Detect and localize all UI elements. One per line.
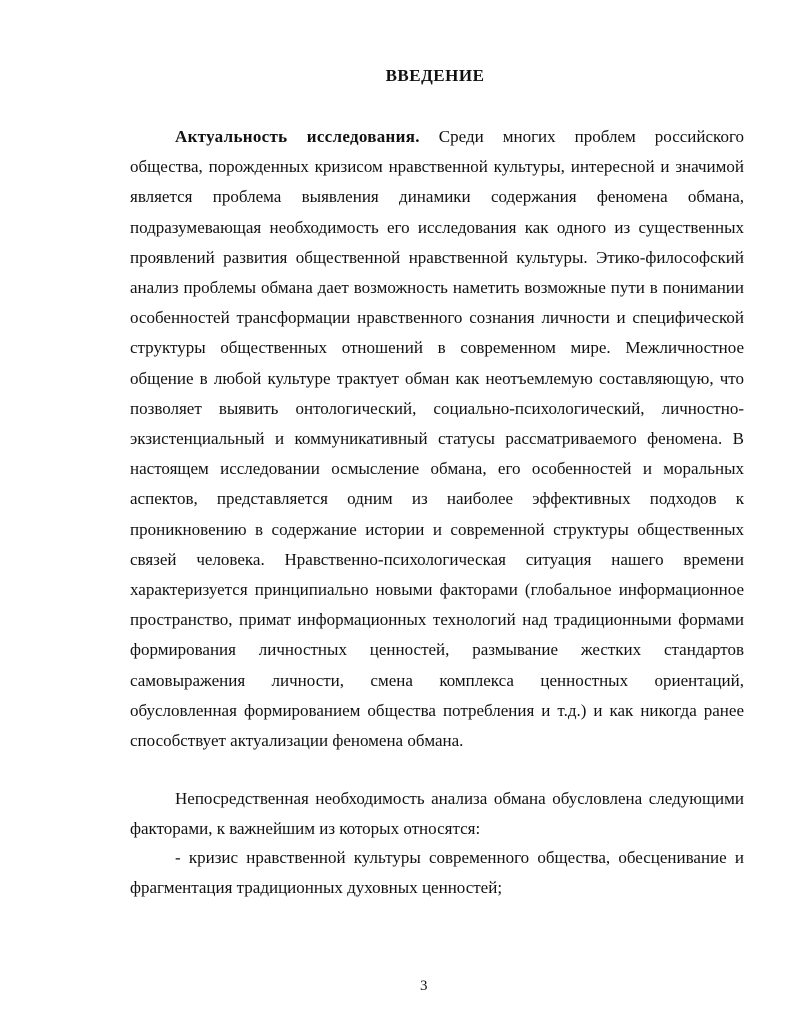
page-title: ВВЕДЕНИЕ	[385, 66, 485, 85]
paragraph-necessity	[130, 784, 744, 844]
paragraph-relevance	[130, 122, 744, 756]
page-number: 3	[420, 978, 428, 994]
paragraph-lead: Актуальность исследования.	[175, 127, 420, 146]
list-item-text: - кризис нравственной культуры современного общества, обесценивание и фрагментация традиционных духовных ценностей;	[130, 848, 744, 898]
paragraph-body: Среди многих проблем российского общества, порожденных кризисом нравственной культуры, интересной и значимой является проблема выявления динамики содержания феномена обмана, подразумевающая необходимость его исследования как одного из существенных проявлений развития общественной нравственной культуры. Этико-философский анализ проблемы обмана дает возможность наметить возможные пути в понимании особенностей трансформации нравственного сознания личности и специфической структуры общественных отношений в современном мире. Межличностное общение в любой культуре трактует обман как неотъемлемую составляющую, что позволяет выявить онтологический, социально-психологический, личностно-экзистенциальный и коммуникативный статусы рассматриваемого феномена. В настоящем исследовании осмысление обмана, его особенностей и моральных аспектов, представляется одним из наиболее эффективных подходов к проникновению в содержание истории и современной структуры общественных связей человека. Нравственно-психологическая ситуация нашего времени характеризуется принципиально новыми факторами (глобальное информационное пространство, примат информационных технологий над традиционными формами формирования личностных ценностей, размывание жестких стандартов самовыражения личности, смена комплекса ценностных ориентаций, обусловленная формированием общества потребления и т.д.) и как никогда ранее способствует актуализации феномена обмана.	[130, 127, 744, 751]
paragraph-necessity-text: Непосредственная необходимость анализа обмана обусловлена следующими факторами, к важнейшим из которых относятся:	[130, 789, 744, 839]
list-item	[130, 843, 744, 903]
